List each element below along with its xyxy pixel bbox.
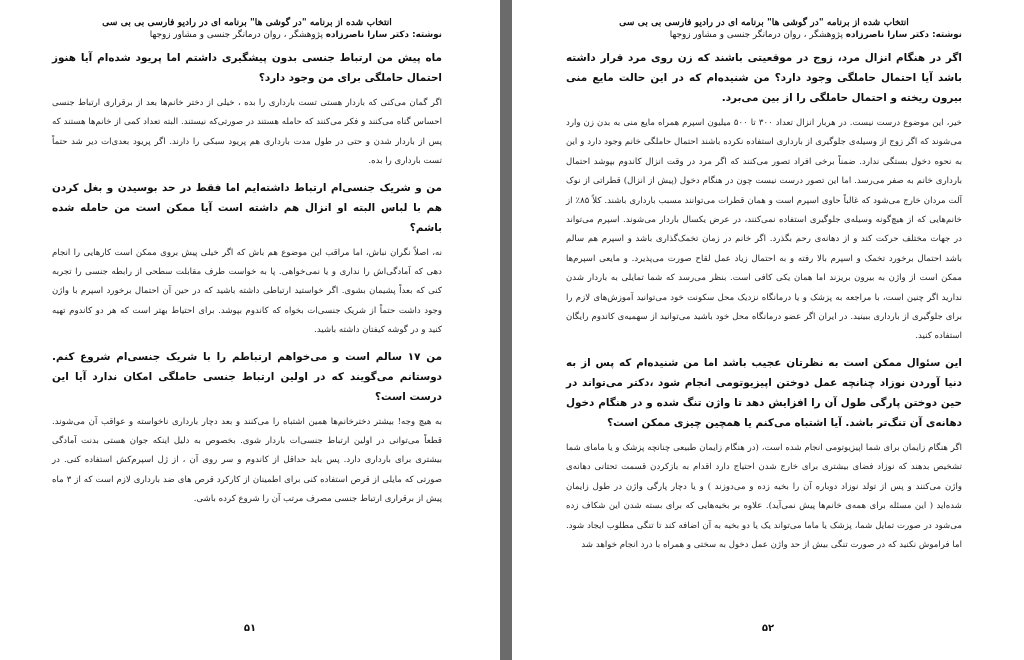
- header-author: [52, 29, 442, 42]
- author-description: پژوهشگر ، روان درمانگر جنسی و مشاور زوجها: [669, 30, 846, 40]
- author-name: نوشته: دکتر سارا ناصرزاده: [845, 30, 962, 40]
- question-3: من ۱۷ سالم است و می‌خواهم ارتباطم را با شریک جنسی‌ام شروع کنم. دوستانم می‌گویند که در اولین ارتباط جنسی حاملگی امکان ندارد آیا این درست است؟: [52, 350, 443, 403]
- answer-5: اگر هنگام زایمان برای شما اپیزیوتومی انجام شده است، (در هنگام زایمان طبیعی چنانچه پزشک و یا مامای شما تشخیص بدهند که نوزاد فضای بیشتری برای خارج شدن احتیاج دارد اقدام به بازکردن قسمت تحتانی دهانه‌ی واژن می‌کنند و پس از تولد نوزاد دوباره آن را بخیه زده و می‌دوزند ) و یا دچار پارگی واژن در طول زایمان شده‌اید ( این مسئله برای همه‌ی خانم‌ها پیش نمی‌آید). علاوه بر بخیه‌هایی که برای بسته شدن این شکاف زده می‌شود در صورت تمایل شما، پزشک یا ماما می‌تواند یک یا دو بخیه به آن اضافه کند تا تنگی مطلوب ایجاد شود. اما فراموش نکنید که در صورت تنگی بیش از حد واژن عمل دخول به سختی و همراه با درد انجام خواهد شد: [566, 442, 962, 550]
- author-description: پژوهشگر ، روان درمانگر جنسی و مشاور زوجها: [149, 30, 326, 40]
- question-1: ماه پیش من ارتباط جنسی بدون پیشگیری داشتم اما پریود شده‌ام آیا هنوز احتمال حاملگی برای من وجود دارد؟: [52, 52, 442, 84]
- left-page: [0, 0, 500, 660]
- question-4: اگر در هنگام انزال مرد، زوج در موقعیتی باشند که زن روی مرد قرار داشته باشد آیا احتمال حاملگی وجود دارد؟ من شنیده‌ام که در این حالت مایع منی بیرون ریخته و احتمال حاملگی را از بین می‌برد.: [566, 52, 962, 104]
- header-author: [566, 29, 962, 42]
- right-page: [512, 0, 1024, 660]
- author-name: نوشته: دکتر سارا ناصرزاده: [325, 30, 442, 40]
- page-number: ۵۲: [761, 623, 775, 634]
- answer-1: اگر گمان می‌کنی که باردار هستی تست بارداری را بده ، خیلی از دختر خانم‌ها بعد از برقراری ارتباط جنسی احساس گناه می‌کنند و فکر می‌کنند که حامله هستند در صورتی‌که نیستند. البته تعداد کمی از خانم‌ها هستند که پس از باردار شدن و حتی در طول مدت بارداری هم پریود سبکی را دارند. اگر پریود بعدی‌ات دیر شد حتماً تست بارداری را بده.: [52, 98, 442, 167]
- question-2: من و شریک جنسی‌ام ارتباط داشته‌ایم اما فقط در حد بوسیدن و بغل کردن هم با لباس البته او انزال هم داشته است آیا ممکن است من حامله شده باشم؟: [52, 181, 442, 234]
- answer-3: به هیچ وجه! بیشتر دخترخانم‌ها همین اشتباه را می‌کنند و بعد دچار بارداری ناخواسته و عواقب آن می‌شوند. قطعاً می‌توانی در اولین ارتباط جنسی‌ات باردار شوی. بخصوص به دلیل اینکه جوان هستی بدنت آمادگی بیشتری برای بارداری دارد. پس باید حداقل از کاندوم و سر روی آن ، از ژل اسپرم‌کش استفاده کنی. در صورتی که مایلی از قرص استفاده کنی برای اطمینان از کارکرد قرص های ضد بارداری لازم است که از ۳ ماه پیش از برقراری ارتباط جنسی مصرف مرتب آن را شروع کرده باشی.: [52, 416, 442, 505]
- page-number: ۵۱: [243, 623, 257, 634]
- question-5: این سئوال ممکن است به نظرتان عجیب باشد اما من شنیده‌ام که پس از به دنیا آوردن نوزاد چنانچه عمل دوختن اپیزیوتومی انجام شود ،دکتر می‌تواند در حین دوختن پارگی طول آن را افزایش دهد تا واژن تنگ شده و در هنگام دخول دهانه‌ی آن تنگ‌تر باشد. آیا اشتباه می‌کنم یا همچین چیزی ممکن است؟: [566, 356, 962, 429]
- answer-4: خیر، این موضوع درست نیست. در هربار انزال تعداد ۳۰۰ تا ۵۰۰ میلیون اسپرم همراه مایع منی به بدن زن وارد می‌شوند که اگر زوج از وسیله‌ی جلوگیری از بارداری استفاده نکرده باشند احتمال حاملگی خانم وجود دارد و این به نحوه دخول بستگی ندارد. ضمناً برخی افراد تصور می‌کنند که اگر مرد در وقت انزال کاندوم بپوشد احتمال بارداری خانم به صفر می‌رسد. اما این تصور درست نیست چون در هنگام دخول (پیش از انزال) قطراتی از نوک آلت مردان خارج می‌شود که غالباً حاوی اسپرم است و همان قطرات می‌توانند مسبب بارداری باشند. کلاً ۸۵٪ از خانم‌هایی که از هیچ‌گونه وسیله‌ی جلوگیری استفاده نمی‌کنند، در عرض یکسال باردار می‌شوند. اسپرم می‌تواند در جهات مختلف حرکت کند و از دهانه‌ی رحم بگذرد. اگر خانم در زمان تخمک‌گذاری باشد و اسپرم هم سالم باشد احتمال برخورد تخمک و اسپرم بالا رفته و به احتمال زیاد عمل لقاح صورت می‌پذیرد. و مایعی اسپرم‌ها ممکن است از واژن به بیرون بریزند اما همان یکی کافی است. بنظر می‌رسد که شما تمایلی به باردار شدن ندارید اگر چنین است، با مراجعه به پزشک و یا درمانگاه نزدیک محل سکونت خود می‌توانید آموزش‌های لازم را برای جلوگیری از بارداری ببینید. در ایران اگر عضو درمانگاه محل خود باشید می‌توانید از سهمیه‌ی کاندوم رایگان استفاده کنید.: [566, 118, 963, 342]
- page-gutter: [500, 0, 512, 660]
- header-title: انتخاب شده از برنامه "در گوشی ها" برنامه ای در رادیو فارسی بی بی سی: [619, 17, 909, 28]
- answer-2: نه، اصلاً نگران نباش، اما مراقب این موضوع هم باش که اگر خیلی پیش بروی ممکن است کارهایی را انجام دهی که آمادگی‌اش را نداری و یا نمی‌خواهی. پا به خواست طرف مقابلت سطحی از رابطه جنسی را تجربه کنی که بعداً پشیمان بشوی. اگر خواستید ارتباطی داشته باشید که در حین آن احتمال برخورد اسپرم با واژن وجود داشت حتماً از شریک جنسی‌ات بخواه که کاندوم بپوشد. برای احتیاط بهتر است که هر دو کاندوم تهیه کنید و در گوشه کیفتان داشته باشید.: [52, 247, 442, 336]
- header-title: انتخاب شده از برنامه "در گوشی ها" برنامه ای در رادیو فارسی بی بی سی: [102, 17, 392, 28]
